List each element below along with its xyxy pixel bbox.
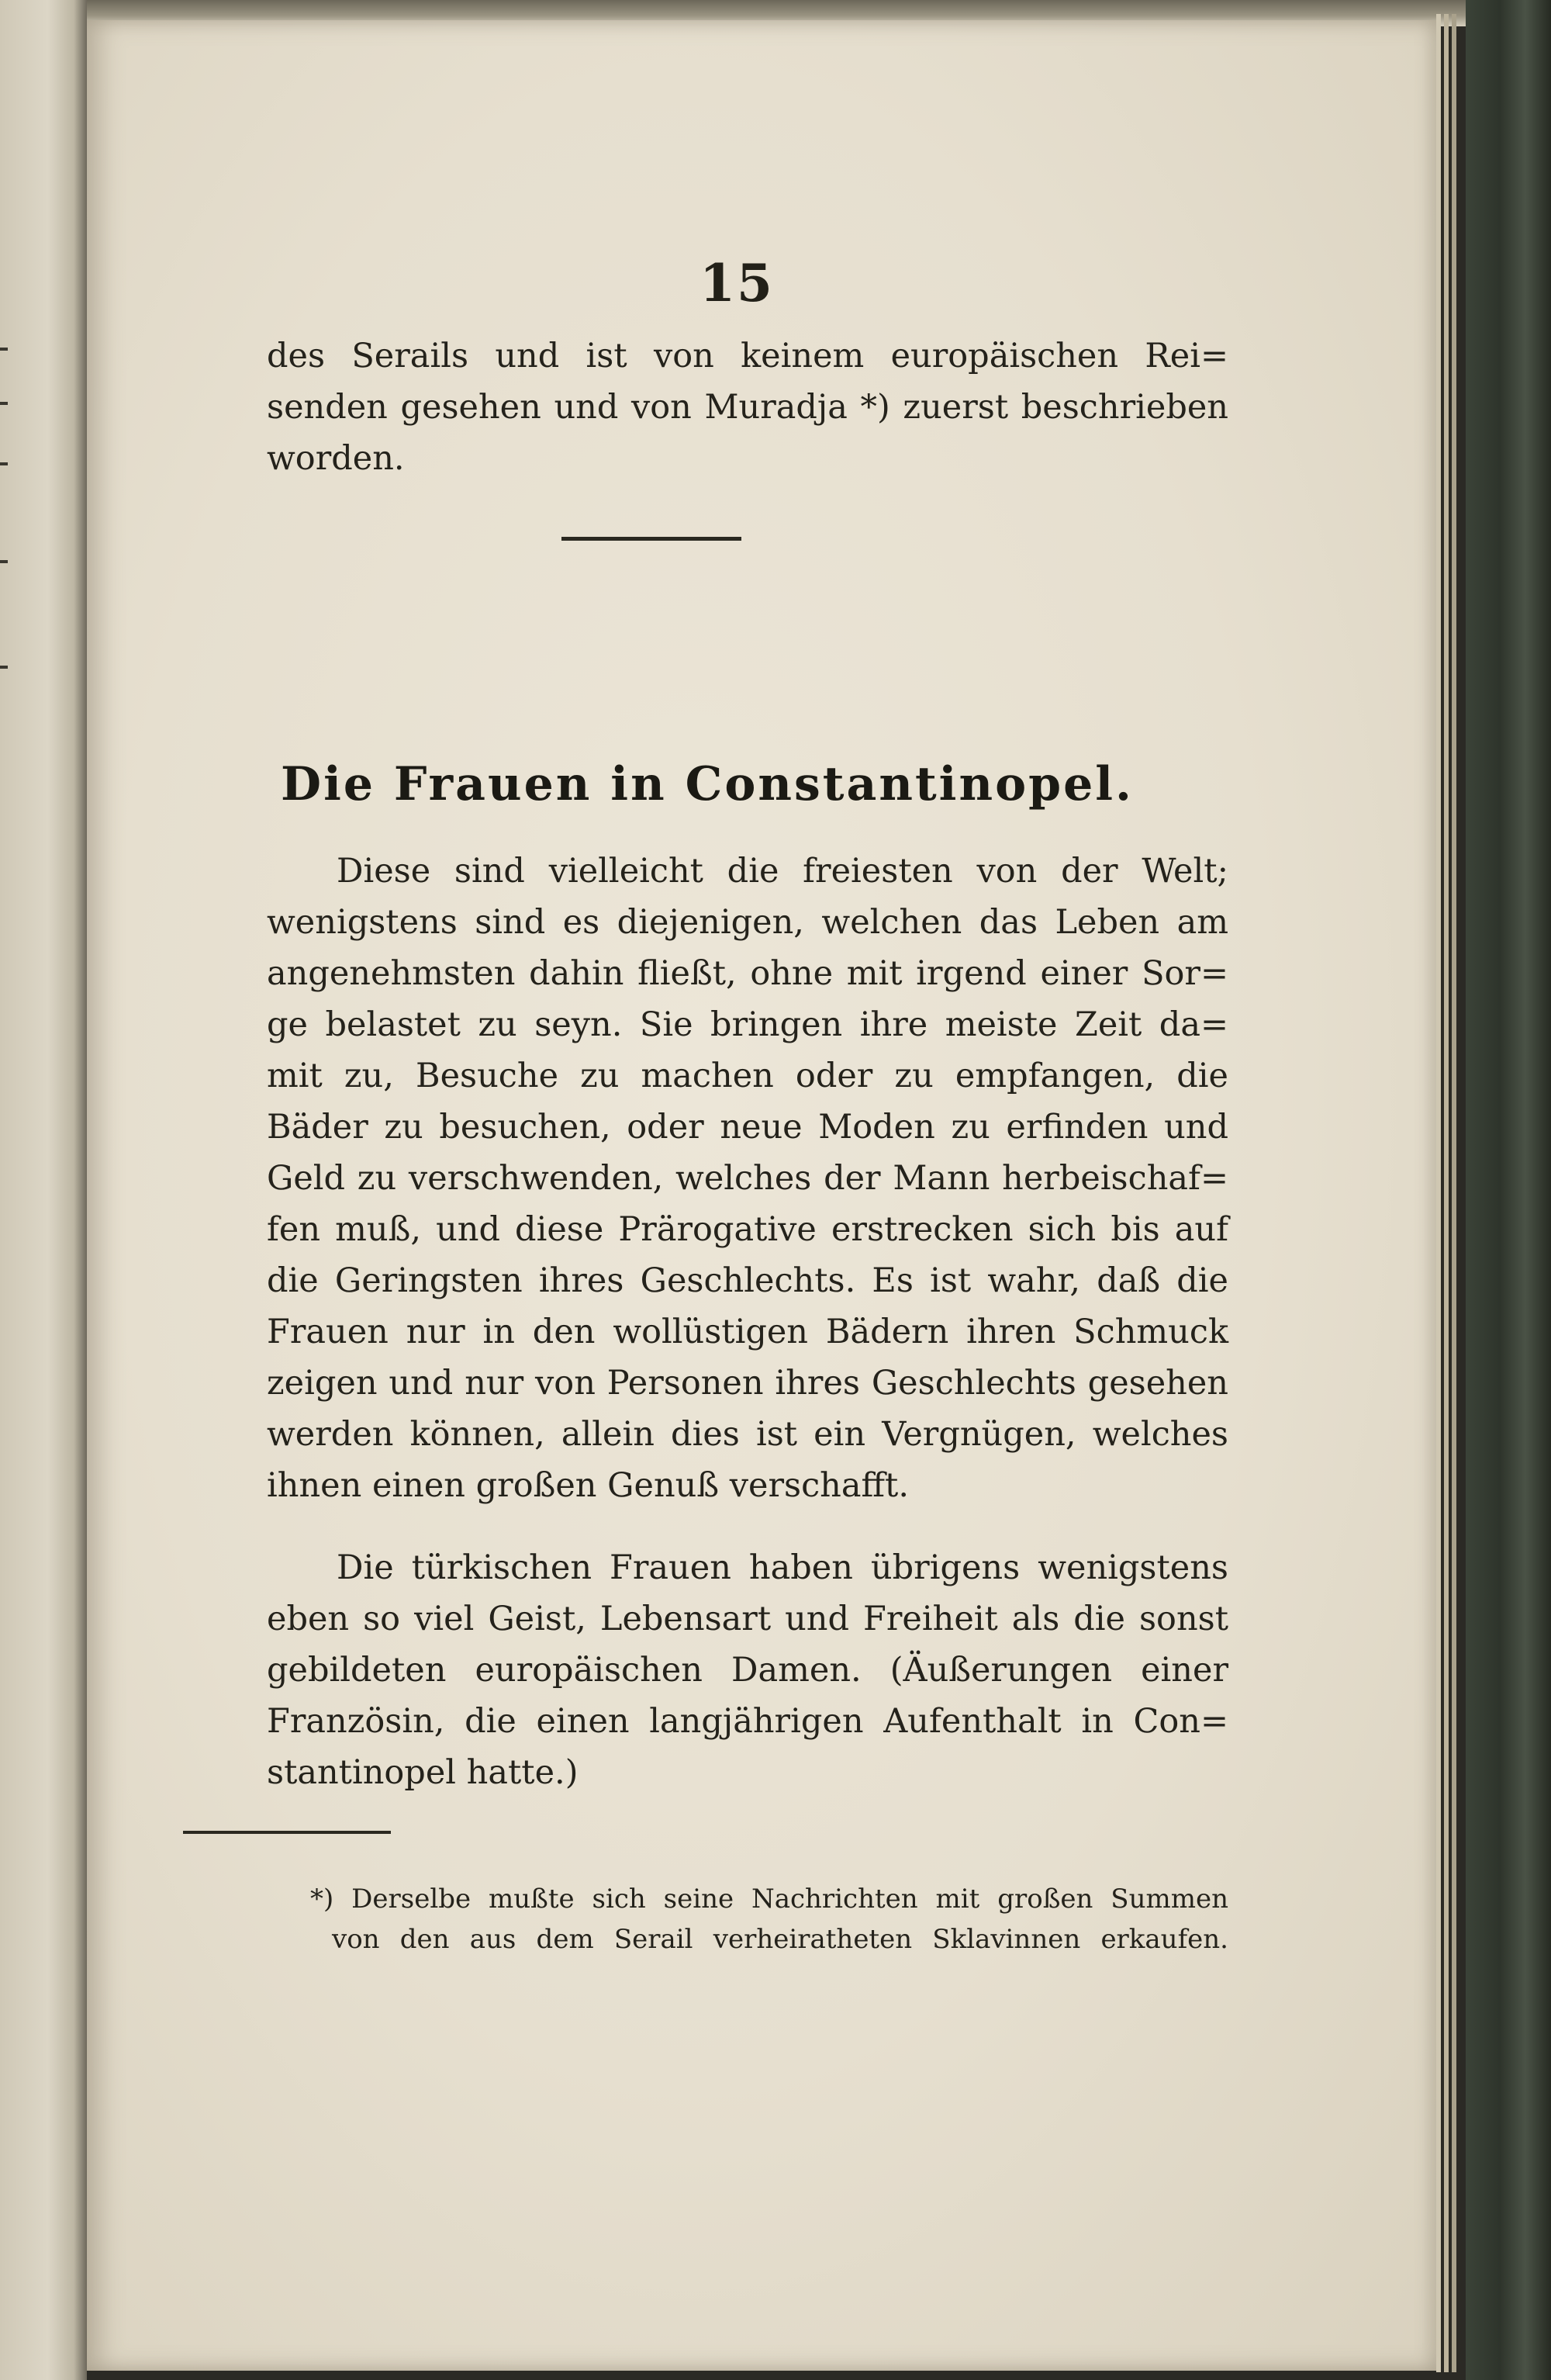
paragraph-line: ihnen einen großen Genuß verschafft.	[267, 1466, 910, 1505]
paragraph-line: stantinopel hatte.)	[267, 1753, 579, 1792]
paragraph-line: Die türkischen Frauen haben übrigens wenigstens	[337, 1548, 1228, 1587]
paragraph-line: Diese sind vielleicht die freiesten von der Welt;	[337, 852, 1228, 891]
facing-page-mark	[0, 348, 8, 351]
continuation-line: des Serails und ist von keinem europäischen Rei=	[267, 337, 1228, 375]
page-edge	[1444, 14, 1449, 2372]
continuation-line: senden gesehen und von Muradja *) zuerst beschrieben	[267, 388, 1228, 427]
facing-page-mark	[0, 666, 8, 669]
paragraph-line: eben so viel Geist, Lebensart und Freiheit als die sonst	[267, 1600, 1228, 1638]
paragraph-line: Frauen nur in den wollüstigen Bädern ihren Schmuck	[267, 1313, 1228, 1351]
facing-page-mark	[0, 462, 8, 465]
book-page	[87, 20, 1436, 2371]
paragraph-line: fen muß, und diese Prärogative erstrecken sich bis auf	[267, 1210, 1228, 1249]
paragraph-line: mit zu, Besuche zu machen oder zu empfangen, die	[267, 1057, 1228, 1095]
paragraph-line: Geld zu verschwenden, welches der Mann herbeischaf=	[267, 1159, 1228, 1198]
section-heading: Die Frauen in Constantinopel.	[281, 757, 1134, 811]
paragraph-line: Französin, die einen langjährigen Aufenthalt in Con=	[267, 1702, 1228, 1741]
continuation-line: worden.	[267, 439, 405, 478]
page-edge	[1436, 14, 1441, 2372]
paragraph-line: ge belastet zu seyn. Sie bringen ihre meiste Zeit da=	[267, 1005, 1228, 1044]
page-number: 15	[700, 253, 774, 313]
footnote-line: *) Derselbe mußte sich seine Nachrichten mit großen Summen	[310, 1884, 1228, 1915]
footnote-rule	[183, 1831, 391, 1834]
section-divider	[561, 537, 741, 541]
paragraph-line: Bäder zu besuchen, oder neue Moden zu erfinden und	[267, 1108, 1228, 1147]
page-edge	[1452, 14, 1456, 2372]
paragraph-line: die Geringsten ihres Geschlechts. Es ist wahr, daß die	[267, 1261, 1228, 1300]
paragraph-line: wenigstens sind es diejenigen, welchen das Leben am	[267, 903, 1228, 942]
paragraph-line: zeigen und nur von Personen ihres Geschlechts gesehen	[267, 1364, 1228, 1403]
footnote-line: von den aus dem Serail verheiratheten Sklavinnen erkaufen.	[332, 1924, 1228, 1955]
paragraph-line: gebildeten europäischen Damen. (Äußerungen einer	[267, 1651, 1228, 1690]
facing-page-mark	[0, 402, 8, 405]
facing-page-edge	[0, 0, 87, 2380]
book-cover-edge	[1466, 0, 1551, 2380]
paragraph-line: angenehmsten dahin fließt, ohne mit irgend einer Sor=	[267, 954, 1228, 993]
facing-page-mark	[0, 560, 8, 563]
paragraph-line: werden können, allein dies ist ein Vergnügen, welches	[267, 1415, 1228, 1454]
